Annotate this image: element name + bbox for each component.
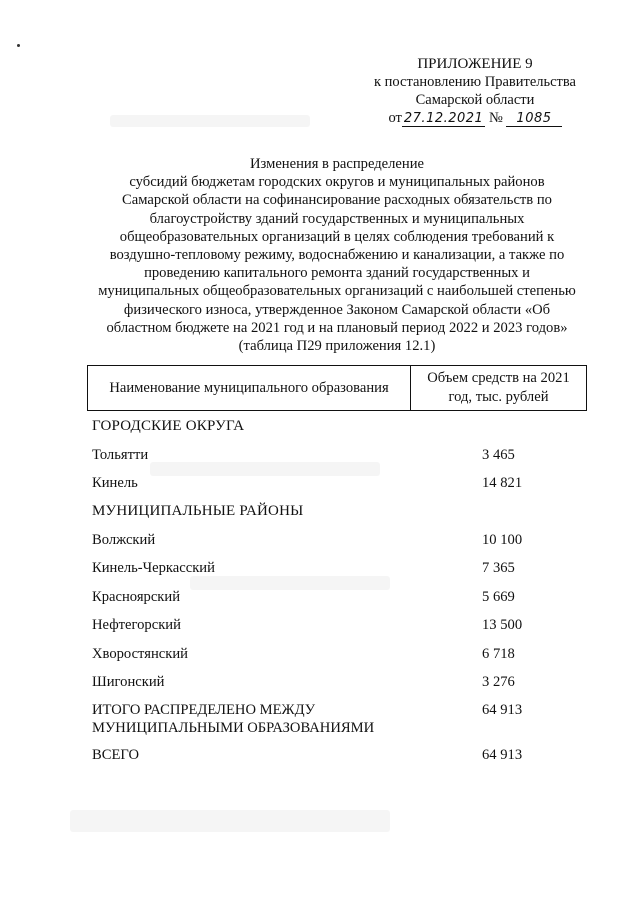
row-value: 7 365 [482,560,515,576]
total-municipal-label-line1: ИТОГО РАСПРЕДЕЛЕНО МЕЖДУ [92,702,316,718]
heading-line: воздушно-тепловому режиму, водоснабжению и канализации, а также по [109,247,565,264]
handwritten-date: 27.12.2021 [403,111,484,126]
scan-smudge [150,462,380,476]
row-name: Шигонский [92,674,165,690]
column-header-amount-line2: год, тыс. рублей [448,389,549,405]
total-municipal-value: 64 913 [482,702,523,718]
table-header-row [88,366,587,411]
scan-speck [17,44,20,47]
row-name: Кинель-Черкасский [92,560,215,576]
appendix-region-line: Самарской области [415,92,535,108]
column-header-amount [411,366,587,411]
allocation-table [87,365,587,411]
total-municipal-label-line2: МУНИЦИПАЛЬНЫМИ ОБРАЗОВАНИЯМИ [92,720,375,736]
heading-line: субсидий бюджетам городских округов и муниципальных районов [129,174,545,191]
row-value: 13 500 [482,617,523,633]
heading-line: муниципальных общеобразовательных организаций с наибольшей степенью [98,283,576,300]
appendix-block [365,55,585,128]
row-name: Волжский [92,532,156,548]
appendix-order-line [365,109,585,128]
handwritten-number: 1085 [506,111,561,127]
row-name: Кинель [92,475,138,491]
heading-line: областном бюджете на 2021 год и на плановый период 2022 и 2023 годов» [106,319,568,336]
heading-line: физического износа, утвержденное Законом Самарской области «Об [123,301,551,318]
grand-total-value: 64 913 [482,747,523,763]
heading-line: общеобразовательных организаций в целях соблюдения требований к [119,228,555,245]
row-value: 14 821 [482,475,523,491]
from-label: от [388,110,402,126]
heading-line: (таблица П29 приложения 12.1) [238,338,436,355]
appendix-decree-line: к постановлению Правительства [374,74,576,90]
row-name: Хворостянский [92,646,188,662]
scan-smudge [110,115,310,127]
row-name: Красноярский [92,589,181,605]
grand-total-label: ВСЕГО [92,747,139,763]
number-label: № [488,110,503,126]
row-value: 6 718 [482,646,515,662]
document-heading [92,155,582,355]
column-header-municipality: Наименование муниципального образования [88,366,411,411]
heading-line: Самарской области на софинансирование расходных обязательств по [122,192,552,209]
row-value: 10 100 [482,532,523,548]
column-header-amount-line1: Объем средств на 2021 [427,370,570,386]
heading-line: Изменения в распределение [249,156,425,172]
scan-smudge [70,810,390,832]
heading-line: проведению капитального ремонта зданий государственных и [144,265,530,282]
section-label: МУНИЦИПАЛЬНЫЕ РАЙОНЫ [92,503,304,519]
section-label: ГОРОДСКИЕ ОКРУГА [92,418,245,434]
row-value: 3 276 [482,674,515,690]
scan-smudge [190,576,390,590]
row-name: Тольятти [92,447,149,463]
row-value: 3 465 [482,447,515,463]
heading-line: благоустройству зданий государственных и муниципальных [149,210,525,227]
row-name: Нефтегорский [92,617,181,633]
appendix-title: ПРИЛОЖЕНИЕ 9 [417,56,533,72]
row-value: 5 669 [482,589,515,605]
